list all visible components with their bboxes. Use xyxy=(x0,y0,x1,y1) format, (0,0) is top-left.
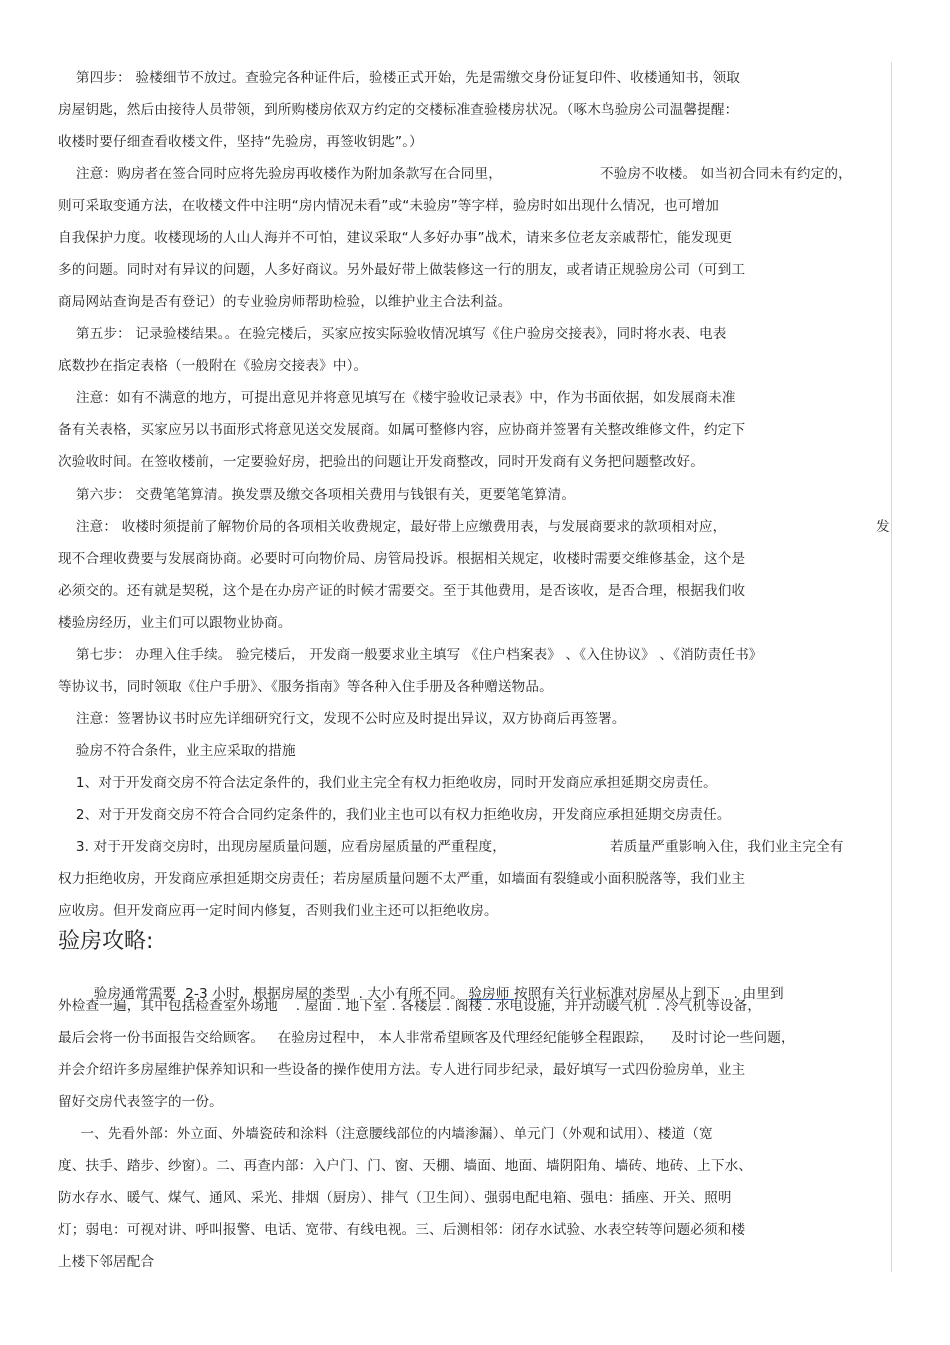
text-line: 一、先看外部：外立面、外墙瓷砖和涂料（注意腰线部位的内墙渗漏）、单元门（外观和试用）、楼道（宽 xyxy=(58,1126,713,1142)
text-line: 第七步： 办理入住手续。 验完楼后， 开发商一般要求业主填写 《住户档案表》 、《入住协议》 、《消防责任书》 xyxy=(58,647,763,663)
text-line: 等协议书，同时领取《住户手册》、《服务指南》等各种入住手册及各种赠送物品。 xyxy=(58,679,553,695)
list-item: 1、对于开发商交房不符合法定条件的，我们业主完全有权力拒绝收房，同时开发商应承担延期交房责任。 xyxy=(58,775,717,791)
text-line: 应收房。但开发商应再一定时间内修复，否则我们业主还可以拒绝收房。 xyxy=(58,903,498,919)
text-line: 注意： 收楼时须提前了解物价局的各项相关收费规定，最好带上应缴费用表，与发展商要求的款项相对应， xyxy=(58,519,727,535)
text-line: 收楼时要仔细查看收楼文件，坚持“先验房，再签收钥匙”。） xyxy=(58,134,423,150)
text-segment: 按照有关行业标准对房屋从上到下 . 由里到 xyxy=(514,986,784,1002)
text-line: 注意：如有不满意的地方，可提出意见并将意见填写在《楼宇验收记录表》中，作为书面依据，如发展商未准 xyxy=(58,390,736,406)
text-line: 外检查一遍，其中包括检查室外场地 . 屋面 . 地下室 . 各楼层 . 阁楼 . 水电设施，并开动暖气机 . 冷气机等设备， xyxy=(58,998,762,1014)
text-line: 现不合理收费要与发展商协商。必要时可向物价局、房管局投诉。根据相关规定，收楼时需要交维修基金，这个是 xyxy=(58,551,746,567)
text-line: 发 xyxy=(876,519,890,535)
text-line: 必须交的。还有就是契税，这个是在办房产证的时候才需要交。至于其他费用，是否该收，是否合理，根据我们收 xyxy=(58,583,746,599)
text-line: 灯；弱电：可视对讲、呼叫报警、电话、宽带、有线电视。三、后测相邻：闭存水试验、水表空转等问题必须和楼 xyxy=(58,1222,746,1238)
list-item: 2、对于开发商交房不符合合同约定条件的，我们业主也可以有权力拒绝收房，开发商应承担延期交房责任。 xyxy=(58,807,731,823)
text-line: 商局网站查询是否有登记）的专业验房师帮助检验，以维护业主合法利益。 xyxy=(58,294,512,310)
text-line: 底数抄在指定表格（一般附在《验房交接表》中）。 xyxy=(58,358,368,374)
text-line: 权力拒绝收房，开发商应承担延期交房责任；若房屋质量问题不太严重，如墙面有裂缝或小面积脱落等，我们业主 xyxy=(58,871,746,887)
text-line: 则可采取变通方法，在收楼文件中注明“房内情况未看”或“未验房”等字样，验房时如出现什么情况，也可增加 xyxy=(58,198,719,214)
text-line: 注意：购房者在签合同时应将先验房再收楼作为附加条款写在合同里， xyxy=(58,166,502,182)
text-line: 验房不符合条件，业主应采取的措施 xyxy=(58,743,296,759)
text-line: 自我保护力度。收楼现场的人山人海并不可怕，建议采取“人多好办事”战术，请来多位老友亲戚帮忙，能发现更 xyxy=(58,230,733,246)
text-line: 若质量严重影响入住，我们业主完全有 xyxy=(610,839,844,855)
text-line: 楼验房经历，业主们可以跟物业协商。 xyxy=(58,615,292,631)
list-item: 3. 对于开发商交房时，出现房屋质量问题，应看房屋质量的严重程度， xyxy=(58,839,506,855)
text-line: 最后会将一份书面报告交给顾客。 在验房过程中， 本人非常希望顾客及代理经纪能够全程跟踪， 及时讨论一些问题， xyxy=(58,1030,795,1046)
text-line: 备有关表格，买家应另以书面形式将意见送交发展商。如属可整修内容，应协商并签署有关整改维修文件，约定下 xyxy=(58,422,746,438)
text-line: 不验房不收楼。 如当初合同未有约定的， xyxy=(600,166,852,182)
text-segment: 验房通常需要 2-3 小时，根据房屋的类型 . 大小有所不同。 xyxy=(75,986,469,1002)
text-line: 上楼下邻居配合 xyxy=(58,1254,155,1270)
text-line: 房屋钥匙，然后由接待人员带领，到所购楼房依双方约定的交楼标准查验楼房状况。（啄木鸟验房公司温馨提醒： xyxy=(58,102,739,118)
text-line: 多的问题。同时对有异议的问题，人多好商议。另外最好带上做装修这一行的朋友，或者请正规验房公司（可到工 xyxy=(58,262,746,278)
text-line: 度、扶手、踏步、纱窗）。二、再查内部：入户门、门、窗、天棚、墙面、地面、墙阴阳角、墙砖、地砖、上下水、 xyxy=(58,1158,753,1174)
text-line: 防水存水、暖气、煤气、通风、采光、排烟（厨房）、排气（卫生间）、强弱电配电箱、强电：插座、开关、照明 xyxy=(58,1190,732,1206)
text-line: 第六步： 交费笔笔算清。换发票及缴交各项相关费用与钱银有关，更要笔笔算清。 xyxy=(58,487,576,503)
right-margin-rule xyxy=(891,62,892,1272)
text-line: 留好交房代表签字的一份。 xyxy=(58,1094,223,1110)
text-line: 第五步： 记录验楼结果。。在验完楼后，买家应按实际验收情况填写《住户验房交接表》，同时将水表、电表 xyxy=(58,326,727,342)
inspector-link[interactable]: 验房师 xyxy=(468,986,515,1002)
text-line: 并会介绍许多房屋维护保养知识和一些设备的操作使用方法。专人进行同步纪录，最好填写一式四份验房单，业主 xyxy=(58,1062,746,1078)
text-line: 注意：签署协议书时应先详细研究行文，发现不公时应及时提出异议，双方协商后再签署。 xyxy=(58,711,626,727)
section-heading: 验房攻略: xyxy=(58,929,154,954)
text-line: 第四步： 验楼细节不放过。查验完各种证件后，验楼正式开始，先是需缴交身份证复印件、收楼通知书，领取 xyxy=(58,70,741,86)
text-line: 次验收时间。在签收楼前，一定要验好房，把验出的问题让开发商整改，同时开发商有义务把问题整改好。 xyxy=(58,454,704,470)
